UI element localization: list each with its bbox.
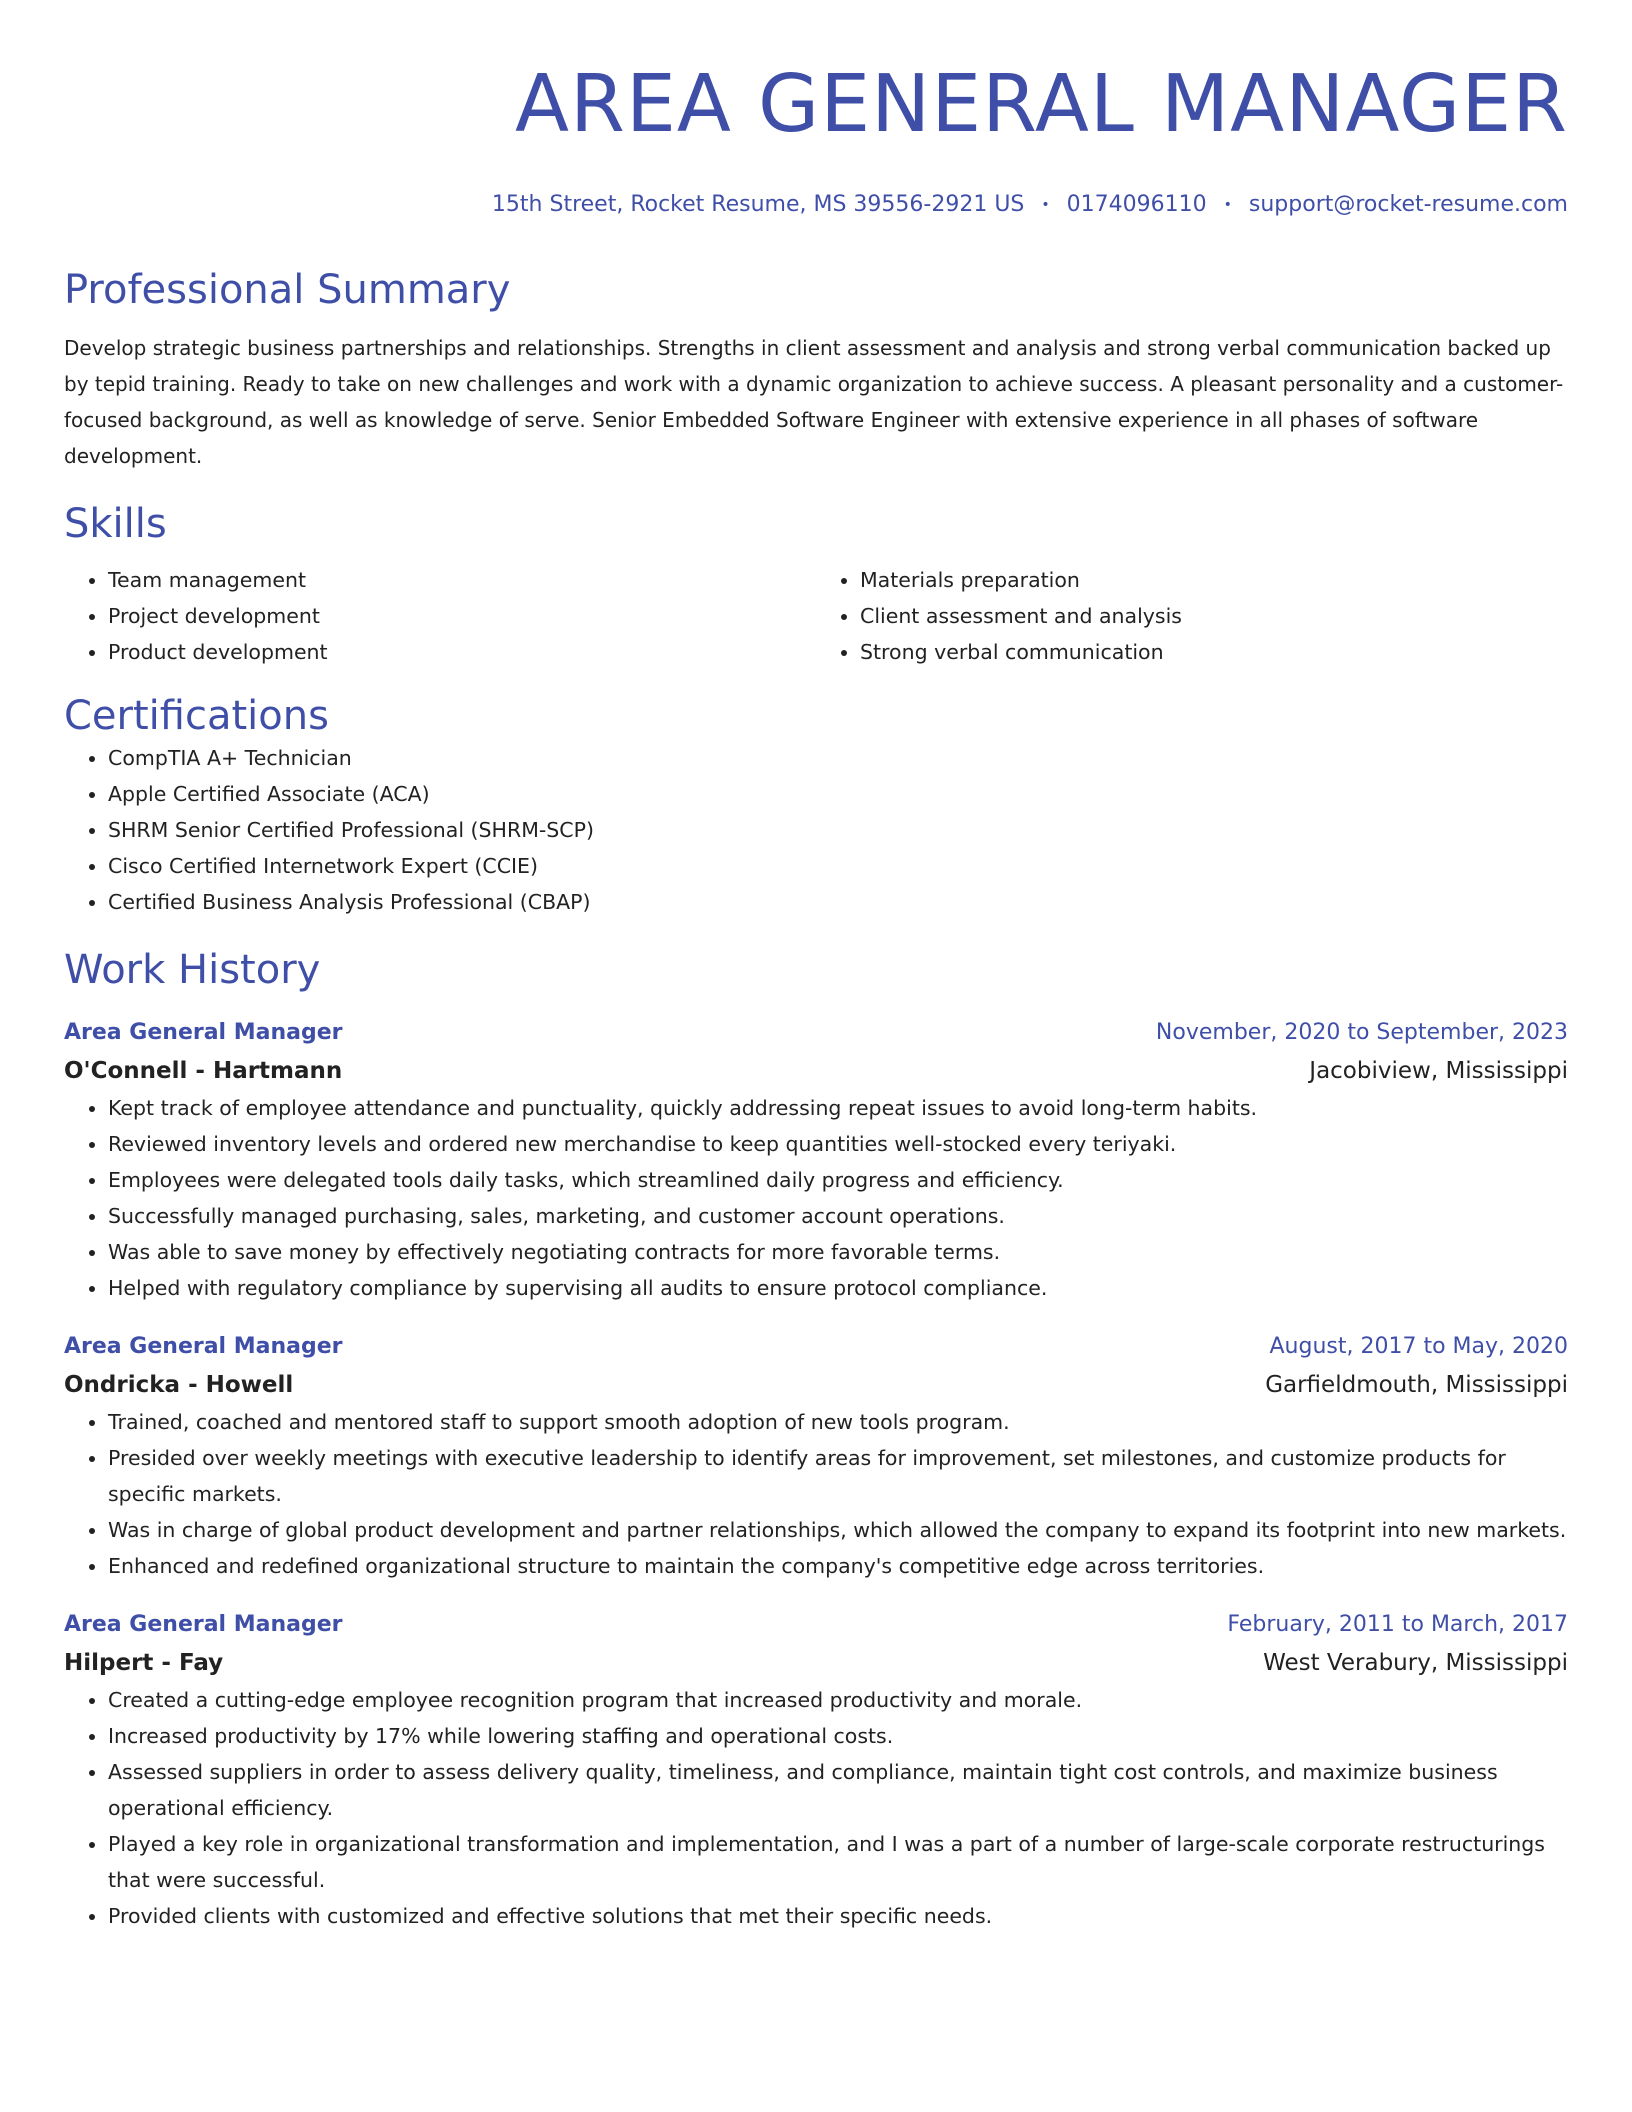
contact-email[interactable]: support@rocket-resume.com	[1248, 192, 1568, 217]
job-location: Jacobiview, Mississippi	[1309, 1058, 1568, 1084]
job-company-row	[64, 1644, 1568, 1682]
job-bullet: • Was in charge of global product development and partner relationships, which allowed the company to expand its footprint into new markets.	[108, 1512, 1568, 1548]
job-dates: February, 2011 to March, 2017	[1227, 1612, 1568, 1637]
job-bullet-list	[64, 1682, 1568, 1934]
job-bullet: • Employees were delegated tools daily tasks, which streamlined daily progress and efficiency.	[108, 1162, 1568, 1198]
job-bullet: • Helped with regulatory compliance by supervising all audits to ensure protocol compliance.	[108, 1270, 1568, 1306]
skill-item: • Project development	[108, 598, 816, 634]
skill-item: • Materials preparation	[860, 562, 1568, 598]
job-title-row	[64, 1328, 1568, 1366]
job-bullet: • Kept track of employee attendance and punctuality, quickly addressing repeat issues to avoid long-term habits.	[108, 1090, 1568, 1126]
section-title-summary: Professional Summary	[64, 267, 511, 313]
certification-item: • Cisco Certified Internetwork Expert (CCIE)	[108, 848, 1568, 884]
job-bullet: • Provided clients with customized and effective solutions that met their specific needs.	[108, 1898, 1568, 1934]
certification-item: • SHRM Senior Certified Professional (SHRM-SCP)	[108, 812, 1568, 848]
job-bullet: • Assessed suppliers in order to assess delivery quality, timeliness, and compliance, maintain tight cost controls, and maximize business operational efficiency.	[108, 1754, 1568, 1826]
job-company-row	[64, 1052, 1568, 1090]
job-location: Garfieldmouth, Mississippi	[1265, 1372, 1568, 1398]
job-dates: August, 2017 to May, 2020	[1269, 1334, 1568, 1359]
job-company: Hilpert - Fay	[64, 1650, 224, 1676]
job-dates: November, 2020 to September, 2023	[1155, 1020, 1568, 1045]
skill-item: • Product development	[108, 634, 816, 670]
contact-address: 15th Street, Rocket Resume, MS 39556-2921 US	[491, 192, 1025, 217]
job-company: O'Connell - Hartmann	[64, 1058, 343, 1084]
contact-separator: •	[1041, 197, 1050, 213]
skill-item: • Client assessment and analysis	[860, 598, 1568, 634]
job-bullet: • Reviewed inventory levels and ordered new merchandise to keep quantities well-stocked every teriyaki.	[108, 1126, 1568, 1162]
section-title-work-history: Work History	[64, 947, 321, 993]
skill-item: • Strong verbal communication	[860, 634, 1568, 670]
job-bullet: • Was able to save money by effectively negotiating contracts for more favorable terms.	[108, 1234, 1568, 1270]
job-title-row	[64, 1014, 1568, 1052]
skills-columns	[64, 562, 1568, 670]
contact-line	[64, 190, 1568, 220]
section-title-skills: Skills	[64, 501, 167, 547]
job-company: Ondricka - Howell	[64, 1372, 294, 1398]
job-bullet-list	[64, 1090, 1568, 1306]
summary-text: Develop strategic business partnerships and relationships. Strengths in client assessment and analysis and strong verbal communication backed up by tepid training. Ready to take on new challenges and work with a dynamic organization to achieve success. A pleasant personality and a customer-focused background, as well as knowledge of serve. Senior Embedded Software Engineer with extensive experience in all phases of software development.	[64, 336, 1564, 468]
job-bullet: • Increased productivity by 17% while lowering staffing and operational costs.	[108, 1718, 1568, 1754]
job-title-row	[64, 1606, 1568, 1644]
job-location: West Verabury, Mississippi	[1263, 1650, 1568, 1676]
job-bullet: • Played a key role in organizational transformation and implementation, and I was a part of a number of large-scale corporate restructurings that were successful.	[108, 1826, 1568, 1898]
resume-page	[64, 0, 1568, 1934]
certification-item: • Apple Certified Associate (ACA)	[108, 776, 1568, 812]
job-entry	[64, 1014, 1568, 1306]
job-title: Area General Manager	[64, 1334, 343, 1359]
certification-item: • Certified Business Analysis Professional (CBAP)	[108, 884, 1568, 920]
skills-list-left	[64, 562, 816, 670]
contact-separator: •	[1223, 197, 1232, 213]
candidate-title: AREA GENERAL MANAGER	[515, 58, 1568, 150]
skills-list-right	[816, 562, 1568, 670]
section-title-certifications: Certifications	[64, 693, 329, 739]
job-bullet: • Enhanced and redefined organizational structure to maintain the company's competitive edge across territories.	[108, 1548, 1568, 1584]
job-title: Area General Manager	[64, 1612, 343, 1637]
resume-header	[64, 0, 1568, 220]
job-entry	[64, 1328, 1568, 1584]
job-bullet: • Presided over weekly meetings with executive leadership to identify areas for improvement, set milestones, and customize products for specific markets.	[108, 1440, 1568, 1512]
job-bullet-list	[64, 1404, 1568, 1584]
job-bullet: • Created a cutting-edge employee recognition program that increased productivity and morale.	[108, 1682, 1568, 1718]
job-entry	[64, 1606, 1568, 1934]
contact-phone: 0174096110	[1066, 192, 1207, 217]
job-title: Area General Manager	[64, 1020, 343, 1045]
job-company-row	[64, 1366, 1568, 1404]
certifications-list	[64, 740, 1568, 920]
skill-item: • Team management	[108, 562, 816, 598]
job-bullet: • Successfully managed purchasing, sales, marketing, and customer account operations.	[108, 1198, 1568, 1234]
certification-item: • CompTIA A+ Technician	[108, 740, 1568, 776]
job-bullet: • Trained, coached and mentored staff to support smooth adoption of new tools program.	[108, 1404, 1568, 1440]
